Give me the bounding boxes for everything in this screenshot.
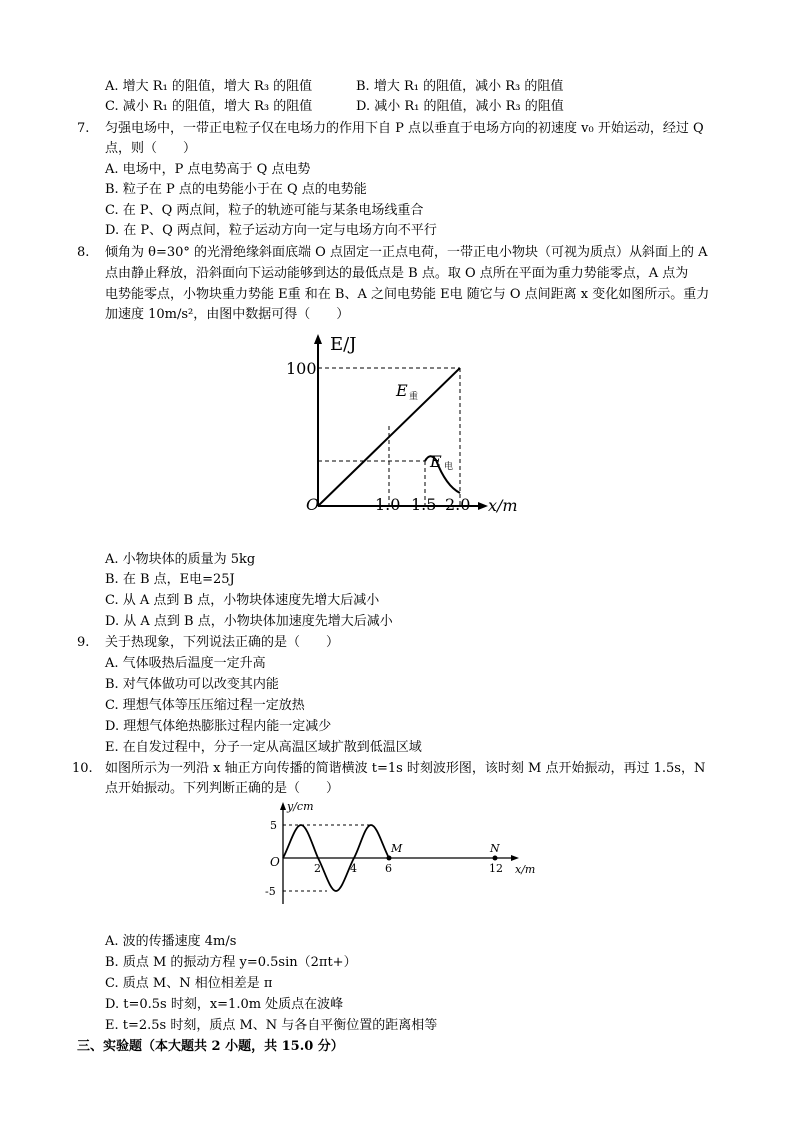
point-m — [387, 856, 392, 861]
x-tick-1: 1.0 — [375, 495, 401, 514]
electric-curve-label: E — [430, 452, 442, 471]
q7-number: 7. — [77, 121, 90, 136]
gravity-line-label: E — [396, 381, 408, 400]
gravity-line-label-sub: 重 — [409, 392, 419, 402]
q9-stem: 关于热现象，下列说法正确的是（ ） — [105, 635, 340, 650]
q8-option-a: A. 小物块体的质量为 5kg — [105, 552, 256, 567]
q7-option-a: A. 电场中，P 点电势高于 Q 点电势 — [105, 162, 311, 177]
x-tick-1-5: 1.5 — [411, 495, 437, 514]
q7-stem-line1: 匀强电场中，一带正电粒子仅在电场力的作用下自 P 点以垂直于电场方向的初速度 v₀ 开始运动，经过 Q — [105, 121, 704, 136]
q9-option-c: C. 理想气体等压压缩过程一定放热 — [105, 698, 305, 713]
q7-option-b: B. 粒子在 P 点的电势能小于在 Q 点的电势能 — [105, 182, 367, 197]
electric-curve-label-sub: 电 — [444, 462, 454, 472]
q7-stem-line2: 点，则（ ） — [105, 141, 197, 156]
origin-label: O — [270, 855, 280, 869]
q10-stem-line1: 如图所示为一列沿 x 轴正方向传播的简谐横波 t=1s 时刻波形图，该时刻 M 点开始振动，再过 1.5s，N — [105, 761, 706, 776]
q9-option-a: A. 气体吸热后温度一定升高 — [105, 656, 266, 671]
x-tick-2: 2.0 — [445, 495, 471, 514]
q8-stem-line1: 倾角为 θ=30° 的光滑绝缘斜面底端 O 点固定一正点电荷，一带正电小物块（可视为质点）从斜面上的 A — [105, 245, 708, 260]
q6-option-c: C. 减小 R₁ 的阻值，增大 R₃ 的阻值 — [105, 99, 313, 114]
q9-option-e: E. 在自发过程中，分子一定从高温区域扩散到低温区域 — [105, 740, 422, 755]
x-axis-arrow — [511, 855, 519, 861]
y-tick-100: 100 — [286, 359, 317, 378]
origin-label: O — [306, 495, 320, 514]
q10-number: 10. — [72, 761, 93, 776]
q8-stem-line3: 电势能零点，小物块重力势能 E重 和在 B、A 之间电势能 E电 随它与 O 点间距离 x 变化如图所示。重力 — [105, 287, 710, 302]
y-axis-label: E/J — [330, 334, 357, 355]
x-axis-arrow — [478, 502, 488, 510]
energy-distance-figure — [280, 328, 530, 523]
x-axis-label: x/m — [515, 863, 536, 876]
x-axis-label: x/m — [488, 496, 518, 515]
q8-option-c: C. 从 A 点到 B 点，小物块体速度先增大后减小 — [105, 593, 380, 608]
x-tick-6: 6 — [385, 862, 392, 875]
section-heading: 三、实验题（本大题共 2 小题，共 15.0 分） — [77, 1039, 344, 1054]
q6-option-d: D. 减小 R₁ 的阻值，减小 R₃ 的阻值 — [356, 99, 564, 114]
q10-stem-line2: 点开始振动。下列判断正确的是（ ） — [105, 781, 340, 796]
y-axis-label: y/cm — [287, 800, 314, 813]
q9-option-d: D. 理想气体绝热膨胀过程内能一定减少 — [105, 719, 332, 734]
q7-option-d: D. 在 P、Q 两点间，粒子运动方向一定与电场方向不平行 — [105, 223, 437, 238]
q8-stem-line2: 点由静止释放，沿斜面向下运动能够到达的最低点是 B 点。取 O 点所在平面为重力势能零点，A 点为 — [105, 266, 689, 281]
q7-option-c: C. 在 P、Q 两点间，粒子的轨迹可能与某条电场线重合 — [105, 203, 424, 218]
q8-number: 8. — [77, 245, 90, 260]
q10-option-e: E. t=2.5s 时刻，质点 M、N 与各自平衡位置的距离相等 — [105, 1018, 438, 1033]
y-tick-minus5: -5 — [265, 885, 276, 898]
x-tick-2: 2 — [314, 862, 321, 875]
q10-option-d: D. t=0.5s 时刻，x=1.0m 处质点在波峰 — [105, 997, 344, 1012]
q9-number: 9. — [77, 635, 90, 650]
x-tick-12: 12 — [489, 862, 503, 875]
q6-option-b: B. 增大 R₁ 的阻值，减小 R₃ 的阻值 — [356, 79, 564, 94]
q10-option-c: C. 质点 M、N 相位相差是 π — [105, 976, 273, 991]
q10-option-b: B. 质点 M 的振动方程 y=0.5sin（2πt+） — [105, 955, 357, 970]
wave-figure — [265, 800, 540, 912]
q8-option-d: D. 从 A 点到 B 点，小物块体加速度先增大后减小 — [105, 614, 393, 629]
x-tick-4: 4 — [350, 862, 357, 875]
q10-option-a: A. 波的传播速度 4m/s — [105, 934, 237, 949]
q8-option-b: B. 在 B 点，E电=25J — [105, 572, 235, 587]
q6-option-a: A. 增大 R₁ 的阻值，增大 R₃ 的阻值 — [105, 79, 313, 94]
y-tick-5: 5 — [270, 819, 277, 832]
q9-option-b: B. 对气体做功可以改变其内能 — [105, 677, 279, 692]
point-n — [493, 856, 498, 861]
point-m-label: M — [391, 842, 403, 855]
y-axis-arrow — [314, 334, 322, 344]
q8-stem-line4: 加速度 10m/s²，由图中数据可得（ ） — [105, 307, 350, 322]
point-n-label: N — [490, 842, 500, 855]
y-axis-arrow — [280, 802, 286, 810]
